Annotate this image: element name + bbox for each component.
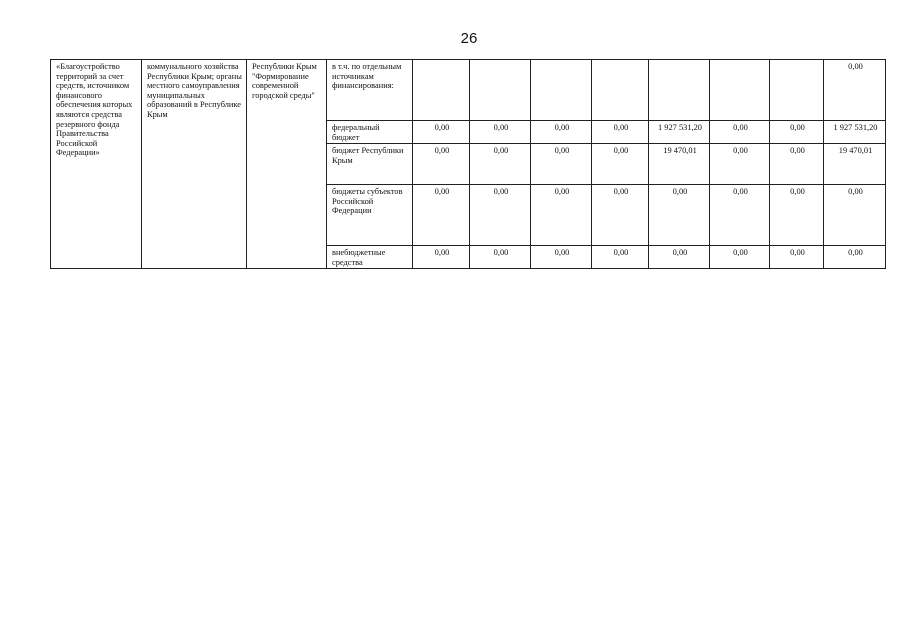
value-cell: 0,00 <box>770 144 824 185</box>
funding-source-cell: в т.ч. по отдельным источникам финансирования: <box>327 60 413 121</box>
value-cell: 0,00 <box>413 121 470 144</box>
value-cell: 0,00 <box>470 121 531 144</box>
value-cell: 0,00 <box>649 246 710 269</box>
table-row <box>51 60 886 121</box>
value-cell: 0,00 <box>470 185 531 246</box>
value-cell: 0,00 <box>824 246 886 269</box>
funding-source-cell: внебюджетные средства <box>327 246 413 269</box>
value-cell <box>770 60 824 121</box>
page-number: 26 <box>460 30 478 47</box>
value-cell: 0,00 <box>413 144 470 185</box>
value-cell: 0,00 <box>770 121 824 144</box>
value-cell: 0,00 <box>770 185 824 246</box>
value-cell: 0,00 <box>592 246 649 269</box>
value-cell: 1 927 531,20 <box>824 121 886 144</box>
value-cell <box>592 60 649 121</box>
value-cell: 19 470,01 <box>649 144 710 185</box>
value-cell: 0,00 <box>824 185 886 246</box>
value-cell: 19 470,01 <box>824 144 886 185</box>
value-cell <box>531 60 592 121</box>
value-cell: 0,00 <box>649 185 710 246</box>
value-cell: 1 927 531,20 <box>649 121 710 144</box>
funding-source-cell: бюджет Республики Крым <box>327 144 413 185</box>
responsible-executor-cell: коммунального хозяйства Республики Крым; органы местного самоуправления муниципальных образований в Республике Крым <box>142 60 247 269</box>
value-cell <box>413 60 470 121</box>
budget-table <box>50 59 886 269</box>
value-cell <box>470 60 531 121</box>
value-cell: 0,00 <box>710 144 770 185</box>
value-cell: 0,00 <box>710 246 770 269</box>
value-cell: 0,00 <box>470 144 531 185</box>
value-cell <box>710 60 770 121</box>
value-cell: 0,00 <box>531 144 592 185</box>
value-cell: 0,00 <box>413 185 470 246</box>
state-program-cell: Республики Крым "Формирование современной городской среды" <box>247 60 327 269</box>
value-cell: 0,00 <box>531 185 592 246</box>
value-cell: 0,00 <box>710 185 770 246</box>
value-cell: 0,00 <box>592 121 649 144</box>
value-cell: 0,00 <box>824 60 886 121</box>
value-cell: 0,00 <box>531 246 592 269</box>
value-cell: 0,00 <box>470 246 531 269</box>
value-cell <box>649 60 710 121</box>
value-cell: 0,00 <box>531 121 592 144</box>
value-cell: 0,00 <box>592 185 649 246</box>
value-cell: 0,00 <box>413 246 470 269</box>
funding-source-cell: федеральный бюджет <box>327 121 413 144</box>
funding-source-cell: бюджеты субъектов Российской Федерации <box>327 185 413 246</box>
value-cell: 0,00 <box>770 246 824 269</box>
program-name-cell: «Благоустройство территорий за счет средств, источником финансового обеспечения которых являются средства резервного фонда Правительства Российской Федерации» <box>51 60 142 269</box>
value-cell: 0,00 <box>592 144 649 185</box>
value-cell: 0,00 <box>710 121 770 144</box>
